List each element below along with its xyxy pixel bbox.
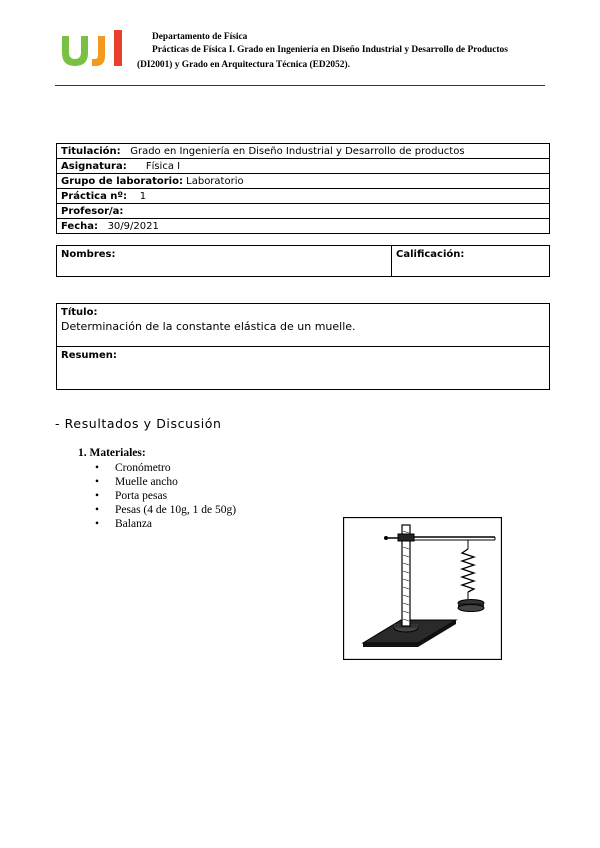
logo-letter-j bbox=[92, 36, 105, 66]
grupo-value: Laboratorio bbox=[186, 175, 244, 187]
nombres-field[interactable] bbox=[57, 246, 392, 277]
titulo-field bbox=[57, 304, 550, 347]
fecha-label: Fecha: bbox=[61, 220, 99, 232]
course-degree-1: Grado en Ingeniería en Diseño Industrial y Desarrollo de Productos bbox=[237, 45, 508, 55]
asignatura-label: Asignatura: bbox=[61, 160, 127, 172]
course-line-2: (DI2001) y Grado en Arquitectura Técnica (ED2052). bbox=[137, 60, 350, 70]
list-item: • Muelle ancho bbox=[95, 476, 178, 488]
fecha-row bbox=[57, 219, 550, 234]
nombres-label: Nombres: bbox=[61, 249, 116, 260]
title-table bbox=[56, 303, 550, 390]
list-item: • Cronómetro bbox=[95, 462, 171, 474]
titulacion-value: Grado en Ingeniería en Diseño Industrial y Desarrollo de productos bbox=[130, 145, 465, 157]
list-item: • Porta pesas bbox=[95, 490, 168, 502]
asignatura-row bbox=[57, 159, 550, 174]
spring-apparatus-illustration bbox=[343, 517, 502, 660]
grupo-row bbox=[57, 174, 550, 189]
section-heading: - Resultados y Discusión bbox=[55, 416, 222, 431]
practica-value: 1 bbox=[139, 190, 147, 202]
grupo-label: Grupo de laboratorio: bbox=[61, 175, 183, 187]
titulacion-row bbox=[57, 144, 550, 159]
info-table bbox=[56, 143, 550, 234]
resumen-field[interactable] bbox=[57, 347, 550, 390]
profesor-label: Profesor/a: bbox=[61, 205, 124, 217]
bullet-icon: • bbox=[95, 504, 100, 516]
uji-logo bbox=[60, 30, 135, 68]
names-table bbox=[56, 245, 550, 277]
practica-row bbox=[57, 189, 550, 204]
bullet-icon: • bbox=[95, 462, 100, 474]
calificacion-field[interactable] bbox=[392, 246, 550, 277]
resumen-label: Resumen: bbox=[61, 350, 117, 361]
titulo-value: Determinación de la constante elástica de un muelle. bbox=[61, 320, 356, 333]
asignatura-value: Física I bbox=[145, 160, 181, 172]
titulacion-label: Titulación: bbox=[61, 145, 121, 157]
calificacion-label: Calificación: bbox=[396, 249, 465, 260]
course-line-1 bbox=[152, 45, 508, 55]
practica-label: Práctica nº: bbox=[61, 190, 128, 202]
list-item: • Pesas (4 de 10g, 1 de 50g) bbox=[95, 504, 237, 516]
course-prefix: Prácticas de Física I. bbox=[152, 45, 235, 55]
titulo-label: Título: bbox=[61, 307, 98, 318]
header-divider bbox=[55, 85, 545, 86]
list-item: • Balanza bbox=[95, 518, 153, 530]
fecha-value: 30/9/2021 bbox=[107, 220, 159, 232]
materials-heading: 1. Materiales: bbox=[78, 447, 146, 459]
profesor-row bbox=[57, 204, 550, 219]
department-name: Departamento de Física bbox=[152, 32, 248, 42]
logo-letter-i bbox=[114, 30, 122, 66]
bullet-icon: • bbox=[95, 518, 100, 530]
logo-letter-u bbox=[62, 36, 88, 66]
materials-list bbox=[95, 461, 236, 531]
bullet-icon: • bbox=[95, 476, 100, 488]
bullet-icon: • bbox=[95, 490, 100, 502]
